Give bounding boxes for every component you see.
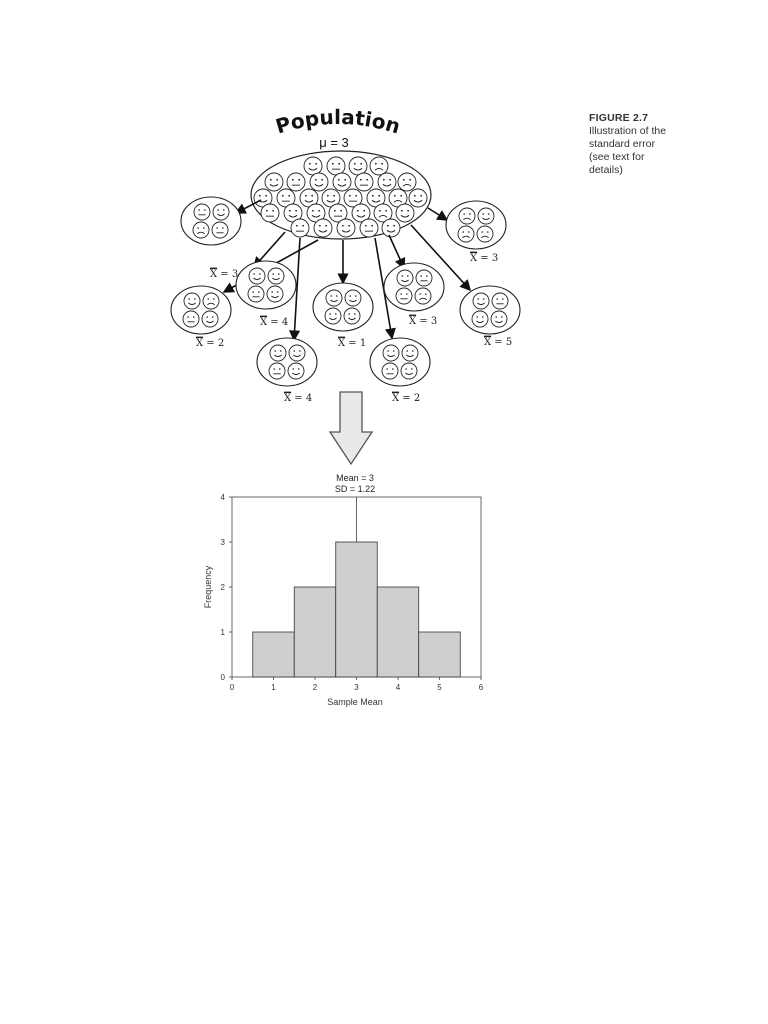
sample-arrow [428, 208, 447, 220]
x-tick-label: 4 [395, 683, 401, 692]
population-face-icon [337, 219, 355, 237]
population-face-icon [360, 219, 378, 237]
sample-mean-label: X = 2 [196, 338, 225, 349]
histogram-bar [253, 632, 295, 677]
sample-group [171, 286, 231, 349]
y-tick-label: 4 [220, 493, 225, 502]
sample-face-icon [458, 226, 474, 242]
y-tick-label: 3 [220, 538, 225, 547]
chart-title: Mean = 3 [336, 473, 374, 483]
population-face-icon [355, 173, 373, 191]
population-face-icon [265, 173, 283, 191]
x-tick-label: 6 [478, 683, 484, 692]
population-face-icon [409, 189, 427, 207]
sample-face-icon [202, 311, 218, 327]
sample-face-icon [270, 345, 286, 361]
x-axis-title: Sample Mean [327, 697, 383, 707]
sample-mean-label: X = 4 [284, 393, 313, 404]
sample-face-icon [184, 293, 200, 309]
sample-ellipse [384, 263, 444, 311]
population-face-icon [398, 173, 416, 191]
x-tick-label: 1 [271, 683, 276, 692]
sample-face-icon [396, 288, 412, 304]
sample-ellipse [236, 261, 296, 309]
sample-ellipse [171, 286, 231, 334]
x-tick-label: 5 [437, 683, 442, 692]
sample-mean-label: X = 3 [470, 253, 499, 264]
sample-face-icon [477, 226, 493, 242]
sample-face-icon [194, 204, 210, 220]
sample-face-icon [345, 290, 361, 306]
population-mu: μ = 3 [319, 135, 349, 150]
sample-face-icon [269, 363, 285, 379]
sample-ellipse [181, 197, 241, 245]
sample-face-icon [193, 222, 209, 238]
population-face-icon [327, 157, 345, 175]
sample-ellipse [370, 338, 430, 386]
sample-group [257, 338, 317, 404]
population-face-icon [396, 204, 414, 222]
sample-arrow [389, 235, 404, 268]
y-tick-label: 2 [220, 583, 225, 592]
sample-face-icon [402, 345, 418, 361]
population-face-icon [349, 157, 367, 175]
sample-face-icon [183, 311, 199, 327]
sample-face-icon [382, 363, 398, 379]
sample-face-icon [478, 208, 494, 224]
sample-face-icon [401, 363, 417, 379]
population-face-icon [291, 219, 309, 237]
y-tick-label: 0 [220, 673, 225, 682]
sample-ellipse [460, 286, 520, 334]
population-face-icon [310, 173, 328, 191]
y-axis-title: Frequency [203, 565, 213, 609]
sample-face-icon [267, 286, 283, 302]
histogram-bar [377, 587, 419, 677]
sample-ellipse [257, 338, 317, 386]
sample-face-icon [212, 222, 228, 238]
sample-face-icon [472, 311, 488, 327]
sample-ellipse [313, 283, 373, 331]
y-tick-label: 1 [220, 628, 225, 637]
sample-face-icon [249, 268, 265, 284]
histogram-bar [336, 542, 378, 677]
sample-face-icon [248, 286, 264, 302]
population-face-icon [261, 204, 279, 222]
sample-face-icon [415, 288, 431, 304]
sample-face-icon [288, 363, 304, 379]
sample-face-icon [268, 268, 284, 284]
population-face-icon [287, 173, 305, 191]
sample-face-icon [344, 308, 360, 324]
x-tick-label: 0 [229, 683, 235, 692]
histogram-bar [419, 632, 461, 677]
sample-face-icon [289, 345, 305, 361]
population-face-icon [378, 173, 396, 191]
sample-face-icon [491, 311, 507, 327]
population-face-icon [333, 173, 351, 191]
x-tick-label: 3 [354, 683, 359, 692]
population-face-icon [382, 219, 400, 237]
figure-caption-text: Illustration of the standard error (see text for details) [589, 125, 667, 176]
sample-face-icon [383, 345, 399, 361]
sample-group [384, 263, 444, 327]
population-face-icon [314, 219, 332, 237]
sample-face-icon [213, 204, 229, 220]
sample-mean-label: X = 2 [392, 393, 421, 404]
figure-label: FIGURE 2.7 [589, 112, 649, 124]
population-face-icon [304, 157, 322, 175]
sample-face-icon [416, 270, 432, 286]
sample-group [446, 201, 506, 264]
sample-group [460, 286, 520, 348]
sample-face-icon [203, 293, 219, 309]
sample-face-icon [326, 290, 342, 306]
chart-subtitle: SD = 1.22 [334, 484, 376, 494]
sample-face-icon [473, 293, 489, 309]
sample-group [236, 261, 296, 328]
sample-mean-label: X = 5 [484, 337, 513, 348]
population-title: Population [272, 104, 404, 139]
sample-group [370, 338, 430, 404]
histogram-bar [294, 587, 336, 677]
sample-group [181, 197, 241, 280]
sample-mean-label: X = 3 [409, 316, 438, 327]
sample-face-icon [325, 308, 341, 324]
sample-face-icon [459, 208, 475, 224]
sample-group [313, 283, 373, 349]
sample-face-icon [397, 270, 413, 286]
population-face-icon [370, 157, 388, 175]
sample-mean-label: X = 4 [260, 317, 289, 328]
sample-ellipse [446, 201, 506, 249]
sample-mean-histogram [203, 473, 484, 707]
sample-mean-label: X = 3 [210, 269, 239, 280]
sample-face-icon [492, 293, 508, 309]
down-arrow-icon [330, 392, 372, 464]
sample-mean-label: X = 1 [338, 338, 367, 349]
x-tick-label: 2 [312, 683, 318, 692]
